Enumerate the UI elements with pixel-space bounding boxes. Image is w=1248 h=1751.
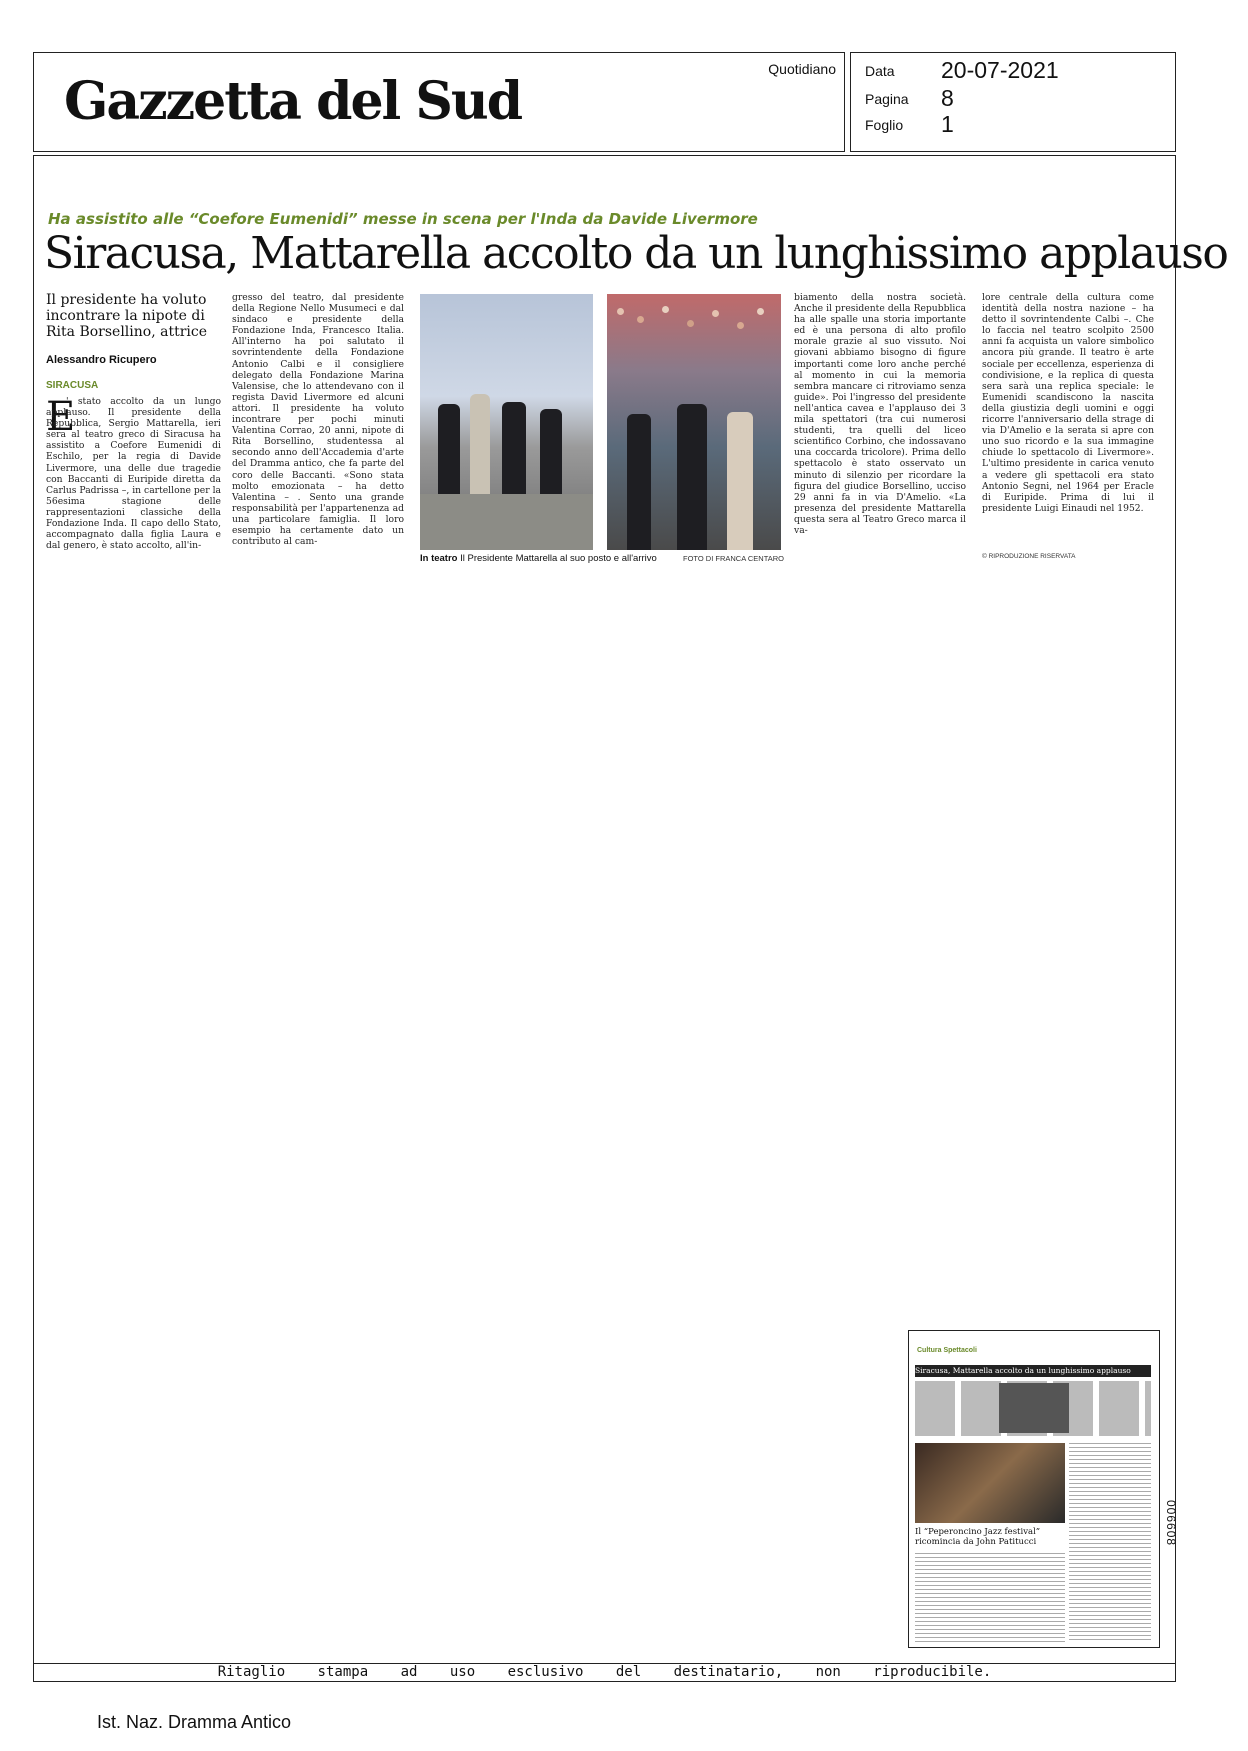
thumb-section: Cultura Spettacoli [917,1347,977,1354]
figure-silhouette [540,409,562,494]
crowd-face [737,322,744,329]
meta-row-sheet [865,111,954,137]
meta-label: Pagina [865,91,909,107]
meta-row-date [865,57,1059,83]
theatre-steps [420,494,593,550]
thumb-photo [999,1383,1069,1433]
publication-type: Quotidiano [768,61,836,77]
caption-text: Il Presidente Mattarella al suo posto e all'arrivo [457,553,657,564]
page-thumbnail [908,1330,1160,1648]
article-kicker: Ha assistito alle “Coefore Eumenidi” messe in scena per l'Inda da Davide Livermore [48,210,758,228]
figure-silhouette [727,412,753,550]
crowd-face [637,316,644,323]
article-dateline: SIRACUSA [46,380,99,391]
photo-mattarella-seated [420,294,593,550]
figure-silhouette [502,402,526,494]
article-headline: Siracusa, Mattarella accolto da un lunghissimo applauso [44,228,1228,279]
article-column-1: ' stato accolto da un lungo applauso. Il presidente della Repubblica, Sergio Mattarella, ieri sera al teatro greco di Siracusa ha assistito a Coefore Eumenidi di Eschilo, per la regia di Davide Livermore, una delle due tragedie con Baccanti di Euripide diretta da Carlus Padrissa –, in cartellone per la 56esima stagione delle rappresentazioni classiche della Fondazione Inda. Il capo dello Stato, accompagnato dalla figlia Laura e dal genero, è stato accolto, all'in- [46,396,221,552]
meta-label: Foglio [865,117,904,133]
photo-credit: FOTO DI FRANCA CENTARO [683,554,784,563]
drop-cap: E [46,394,76,440]
figure-silhouette [438,404,460,494]
header-masthead-box [33,52,845,152]
meta-value: 8 [941,85,954,111]
article-author: Alessandro Ricupero [46,354,157,366]
meta-row-page [865,85,954,111]
meta-value: 1 [941,111,954,137]
client-label: Ist. Naz. Dramma Antico [97,1712,292,1732]
photo-mattarella-arrival [607,294,781,550]
thumb-headline: Siracusa, Mattarella accolto da un lunghissimo applauso [915,1365,1151,1377]
meta-value: 20-07-2021 [941,57,1059,83]
crowd-face [687,320,694,327]
crowd-face [662,306,669,313]
thumb-side-column [1069,1443,1151,1643]
crowd-face [757,308,764,315]
thumb-text-block [915,1553,1065,1643]
header-meta-box [850,52,1176,152]
crowd-face [712,310,719,317]
photo-caption [420,553,657,564]
figure-silhouette [677,404,707,550]
meta-label: Data [865,63,895,79]
article-column-4: lore centrale della cultura come identità della nostra nazione – ha detto il sovrintendente Calbi –. Che lo faccia nel teatro scolpito 2500 anni fa acquista un valore simbolico ancora più grande. Il teatro è arte sociale per eccellenza, esperienza di condivisione, e la replica di questa sera sarà una replica speciale: le Eumenidi scandiscono la nascita della giustizia degli uomini e oggi ricorre l'anniversario della strage di via D'Amelio e la serata si apre con uno suo ricordo e la sua immagine chiude lo spettacolo di Livermore». L'ultimo presidente in carica venuto a vedere gli spettacoli era stato Antonio Segni, nel 1964 per Eracle di Euripide. Prima di lui il presidente Luigi Einaudi nel 1952. [982,292,1154,514]
copyright-note: © RIPRODUZIONE RISERVATA [982,553,1076,560]
archive-code: 006608 [1164,1500,1178,1547]
thumb-second-headline: Il “Peperoncino Jazz festival” ricomincia da John Patitucci [915,1527,1041,1547]
newspaper-masthead: Gazzetta del Sud [64,71,522,132]
article-column-3: biamento della nostra società. Anche il presidente della Repubblica ha alle spalle una storia importante ed è una persona di alto profilo morale grazie al suo vissuto. Noi giovani abbiamo bisogno di figure importanti come loro anche perché al momento in cui la memoria sembra mancare ci ritroviamo senza guide». Poi l'ingresso del presidente nell'antica cavea e l'applauso dei 3 mila spettatori (tra cui numerosi studenti, tra quelli del liceo scientifico Corbino, che indossavano una coccarda tricolore). Prima dello spettacolo è stato osservato un minuto di silenzio per ricordare la figura del giudice Borsellino, ucciso 29 anni fa in via D'Amelio. «La presenza del presidente Mattarella questa sera al Teatro Greco marca il va- [794,292,966,536]
figure-silhouette [470,394,490,494]
crowd-face [617,308,624,315]
caption-lead: In teatro [420,553,458,564]
article-column-2: gresso del teatro, dal presidente della Regione Nello Musumeci e dal sindaco e presidente della Fondazione Inda, Francesco Italia. All'interno ha poi salutato il sovrintendente della Fondazione Antonio Calbi e il consigliere delegato della Fondazione Marina Valensise, che lo attendevano con il regista David Livermore ed alcuni attori. Il presidente ha voluto incontrare per pochi minuti Valentina Corrao, 20 anni, nipote di Rita Borsellino, studentessa al secondo anno dell'Accademia d'arte del Dramma antico, che fa parte del coro delle Baccanti. «Sono stata molto emozionata – ha detto Valentina – . Sento una grande responsabilità per l'appartenenza ad una particolare famiglia. Il loro esempio ha certamente dato un contributo al cam- [232,292,404,548]
clipping-disclaimer: Ritaglio stampa ad uso esclusivo del destinatario, non riproducibile. [217,1664,992,1680]
article-subheadline: Il presidente ha voluto incontrare la nipote di Rita Borsellino, attrice [46,292,207,340]
figure-silhouette [627,414,651,550]
thumb-jazz-photo [915,1443,1065,1523]
